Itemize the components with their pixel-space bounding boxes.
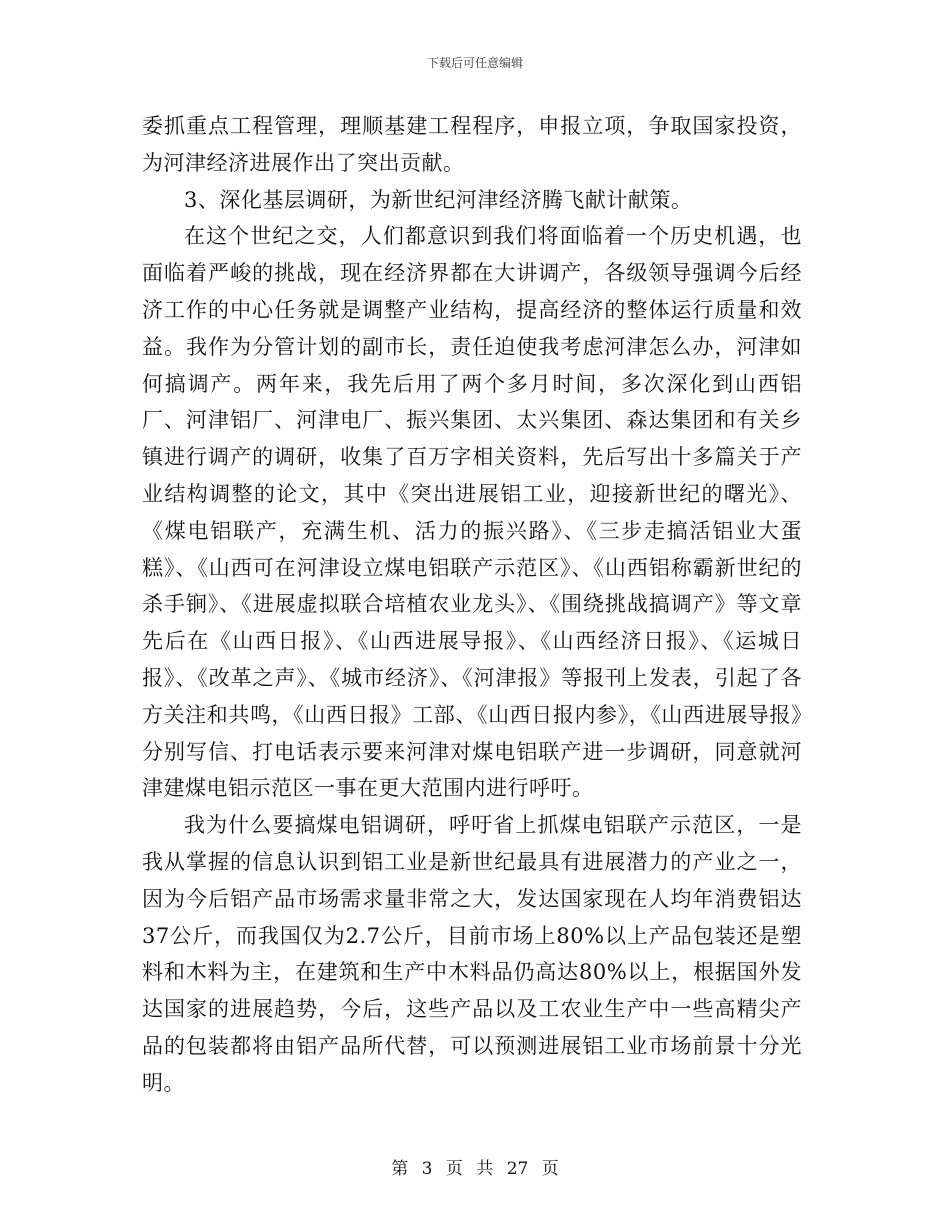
paragraph: 我为什么要搞煤电铝调研，呼吁省上抓煤电铝联产示范区，一是我从掌握的信息认识到铝工业是新世纪最具有进展潜力的产业之一，因为今后铝产品市场需求量非常之大，发达国家现在人均年消费铝达37公斤，而我国仅为2.7公斤，目前市场上80%以上产品包装还是塑料和木料为主，在建筑和生产中木料品仍高达80%以上，根据国外发达国家的进展趋势，今后，这些产品以及工农业生产中一些高精尖产品的包装都将由铝产品所代替，可以预测进展铝工业市场前景十分光明。 <box>142 813 802 1095</box>
section-heading: 3、深化基层调研，为新世纪河津经济腾飞献计献策。 <box>184 187 693 212</box>
paragraph-continuation: 委抓重点工程管理，理顺基建工程程序，申报立项，争取国家投资，为河津经济进展作出了突出贡献。 <box>142 114 802 175</box>
body-text <box>142 108 802 1102</box>
page-number: 第 3 页 共 27 页 <box>391 1159 559 1179</box>
page-header: 下载后可任意编辑 <box>426 56 523 70</box>
paragraph: 在这个世纪之交，人们都意识到我们将面临着一个历史机遇，也面临着严峻的挑战，现在经济界都在大讲调产，各级领导强调今后经济工作的中心任务就是调整产业结构，提高经济的整体运行质量和效益。我作为分管计划的副市长，责任迫使我考虑河津怎么办，河津如何搞调产。两年来，我先后用了两个多月时间，多次深化到山西铝厂、河津铝厂、河津电厂、振兴集团、太兴集团、森达集团和有关乡镇进行调产的调研，收集了百万字相关资料，先后写出十多篇关于产业结构调整的论文，其中《突出进展铝工业，迎接新世纪的曙光》、《煤电铝联产，充满生机、活力的振兴路》、《三步走搞活铝业大蛋糕》、《山西可在河津设立煤电铝联产示范区》、《山西铝称霸新世纪的杀手锏》、《进展虚拟联合培植农业龙头》、《围绕挑战搞调产》等文章先后在《山西日报》、《山西进展导报》、《山西经济日报》、《运城日报》、《改革之声》、《城市经济》、《河津报》等报刊上发表，引起了各方关注和共鸣，《山西日报》工部、《山西日报内参》，《山西进展导报》分别写信、打电话表示要来河津对煤电铝联产进一步调研，同意就河津建煤电铝示范区一事在更大范围内进行呼吁。 <box>142 224 802 801</box>
